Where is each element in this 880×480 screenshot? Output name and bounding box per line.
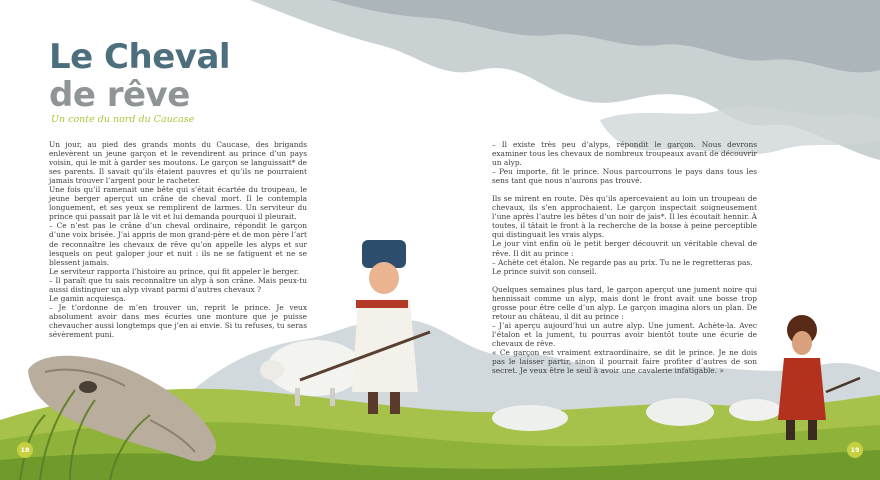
paragraph: – J’ai aperçu aujourd’hui un autre alyp. Une jument. Achète-la. Avec l’étalon et la jument, tu pourras avoir bientôt toute une écurie de chevaux de rêve. — [492, 320, 757, 348]
clouds-icon — [250, 0, 880, 160]
paragraph: – Il existe très peu d’alyps, répondit le garçon. Nous devrons examiner tous les chevaux de nombreux troupeaux avant de découvrir un alyp. — [492, 140, 757, 168]
title-line-1: Le Cheval — [49, 37, 231, 77]
paragraph: – Peu importe, fit le prince. Nous parcourrons le pays dans tous les sens tant que nous n’aurons pas trouvé. — [492, 167, 757, 186]
paragraph: – Je t’ordonne de m’en trouver un, reprit le prince. Je veux absolument avoir dans mes écuries une monture que je puisse chevaucher aussi longtemps que j’en ai envie. Si tu refuses, tu seras sévèrement puni. — [49, 302, 307, 339]
paragraph: Le jour vint enfin où le petit berger découvrit un véritable cheval de rêve. Il dit au prince : — [492, 239, 757, 258]
paragraph: Une fois qu’il ramenait une bête qui s’était écartée du troupeau, le jeune berger aperçut un crâne de cheval mort. Il le contempla longuement, et ses yeux se remplirent de larmes. Un serviteur du prince qui passait par là le vit et lui demanda pourquoi il pleurait. — [49, 185, 307, 222]
page-number-right: 19 — [847, 442, 863, 458]
paragraph: « Ce garçon est vraiment extraordinaire, se dit le prince. Je ne dois pas le laisser partir, sinon il pourrait faire profiter d’autres de son secret. Je veux être le seul à avoir une cavalerie infatigable. » — [492, 347, 757, 376]
paragraph: – Ce n’est pas le crâne d’un cheval ordinaire, répondit le garçon d’une voix brisée. J’ai appris de mon grand-père et de mon père l’art de reconnaître les chevaux de rêve qu’on appelle les alyps et sur lesquels on peut galoper jour et nuit : ils ne se fatiguent et ne se blessent jamais. — [49, 221, 307, 267]
text-column-left — [49, 140, 307, 339]
page-number-left: 18 — [17, 442, 33, 458]
paragraph: Le serviteur rapporta l’histoire au prince, qui fit appeler le berger. — [49, 266, 299, 276]
paragraph: Le gamin acquiesça. — [49, 293, 126, 303]
paragraph: Quelques semaines plus tard, le garçon aperçut une jument noire qui hennissait comme un alyp, mais dont le front avait une bosse trop grosse pour être celle d’un alyp. Le garçon imagina alors un plan. De retour au château, il dit au prince : — [492, 284, 757, 321]
title-line-2: de rêve — [49, 75, 190, 115]
paragraph: – Il paraît que tu sais reconnaître un alyp à son crâne. Mais peux-tu aussi distinguer un alyp vivant parmi d’autres chevaux ? — [49, 275, 307, 294]
text-column-right — [492, 140, 757, 375]
paragraph: – Achète cet étalon. Ne regarde pas au prix. Tu ne le regretteras pas. — [492, 257, 753, 267]
page-title — [49, 38, 230, 114]
subtitle: Un conte du nord du Caucase — [51, 114, 195, 125]
paragraph: Un jour, au pied des grands monts du Caucase, des brigands enlevèrent un jeune garçon et le revendirent au prince d’un pays voisin, qui le mit à garder ses moutons. Le garçon se languissait* de ses parents. Il savait qu’ils étaient pauvres et qu’ils ne pourraient jamais trouver l’argent pour le racheter. — [49, 140, 307, 186]
paragraph: Le prince suivit son conseil. — [492, 266, 597, 276]
paragraph: Ils se mirent en route. Dès qu’ils apercevaient au loin un troupeau de chevaux, ils s’en approchaient. Le garçon inspectait soigneusement l’une après l’autre les bêtes d’un noir de jais*. Il les écoutait hennir. À toutes, il tâtait le front à la recherche de la bosse à peine perceptible qui distinguait les vrais alyps. — [492, 194, 757, 240]
